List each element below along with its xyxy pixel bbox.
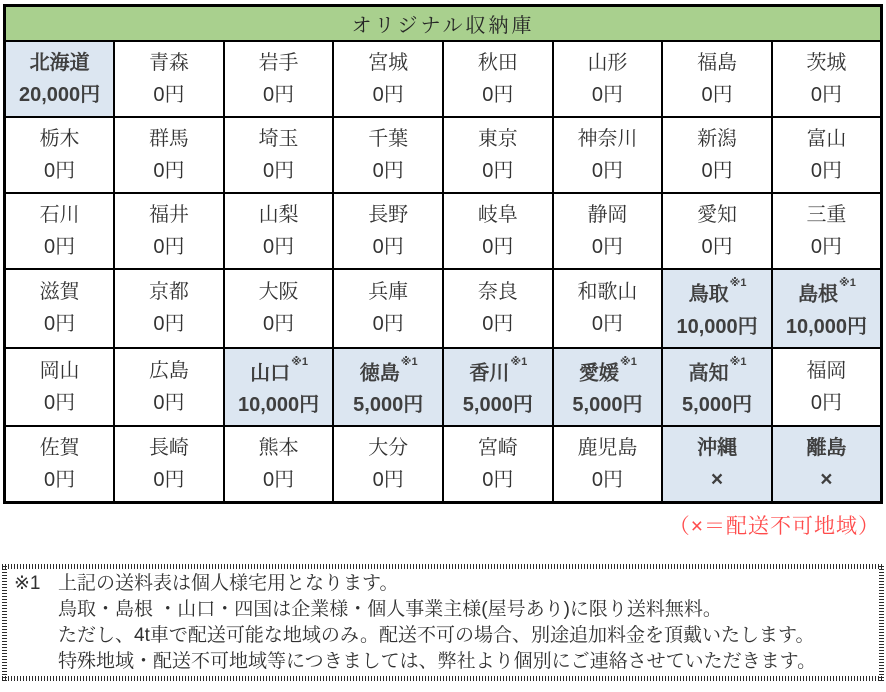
prefecture-name: 福岡 (806, 359, 847, 382)
shipping-price: 0円 (591, 160, 623, 182)
prefecture-cell (114, 426, 224, 503)
prefecture-cell (772, 117, 882, 193)
shipping-price: 0円 (263, 313, 295, 336)
shipping-price: 5,000円 (572, 394, 643, 417)
prefecture-cell (114, 41, 224, 117)
prefecture-cell (553, 269, 663, 348)
prefecture-cell (5, 426, 115, 503)
prefecture-cell (772, 426, 882, 503)
prefecture-cell (553, 41, 663, 117)
prefecture-name: 香川$^{※1}$ (469, 355, 528, 385)
prefecture-cell (224, 348, 334, 427)
prefecture-cell (443, 41, 553, 117)
shipping-price: 0円 (810, 160, 842, 182)
prefecture-name: 山口$^{※1}$ (250, 355, 308, 385)
shipping-price: 0円 (591, 313, 623, 336)
shipping-price: 0円 (263, 84, 295, 106)
shipping-price: 0円 (153, 236, 185, 258)
prefecture-name: 福島 (697, 52, 738, 74)
prefecture-cell (5, 117, 115, 193)
shipping-price: 0円 (44, 236, 76, 258)
shipping-price: 0円 (591, 469, 623, 492)
prefecture-name: 徳島$^{※1}$ (359, 355, 418, 385)
footnote-ref-mark: ※1 (729, 277, 747, 289)
prefecture-name: 茨城 (806, 52, 847, 74)
prefecture-cell (333, 426, 443, 503)
prefecture-cell (224, 117, 334, 193)
footnote-box (2, 564, 884, 681)
prefecture-cell (224, 269, 334, 348)
prefecture-name: 新潟 (697, 128, 738, 150)
shipping-price: 10,000円 (785, 315, 868, 338)
footnote-line (14, 571, 872, 597)
shipping-fee-page (0, 4, 886, 692)
table-row (5, 41, 882, 117)
prefecture-cell (772, 269, 882, 348)
prefecture-cell (333, 348, 443, 427)
prefecture-name: 埼玉 (258, 128, 299, 150)
shipping-price: 20,000円 (18, 84, 101, 106)
footnote-ref-mark: ※1 (839, 277, 856, 289)
shipping-price: 0円 (482, 469, 514, 492)
footnote-ref-mark: ※1 (620, 355, 637, 368)
prefecture-cell (662, 41, 772, 117)
prefecture-name: 栃木 (39, 128, 80, 150)
prefecture-cell (662, 348, 772, 427)
prefecture-cell (333, 193, 443, 269)
shipping-price: 5,000円 (353, 394, 424, 417)
prefecture-name: 三重 (806, 204, 847, 226)
prefecture-name: 静岡 (587, 204, 628, 226)
prefecture-name: 宮崎 (477, 437, 518, 460)
shipping-price: 0円 (372, 84, 404, 106)
prefecture-name: 山梨 (258, 204, 299, 226)
prefecture-name: 鳥取$^{※1}$ (688, 277, 747, 306)
prefecture-cell (224, 426, 334, 503)
shipping-price: 0円 (482, 313, 514, 336)
prefecture-name: 岡山 (39, 359, 80, 382)
prefecture-name: 長崎 (148, 437, 189, 460)
shipping-price: 0円 (701, 236, 733, 258)
prefecture-name: 鹿児島 (577, 437, 638, 460)
shipping-price: 0円 (263, 236, 295, 258)
prefecture-name: 青森 (148, 52, 189, 74)
prefecture-name: 熊本 (258, 437, 299, 460)
prefecture-cell (114, 193, 224, 269)
shipping-price: 0円 (44, 391, 76, 414)
prefecture-name: 滋賀 (39, 281, 80, 304)
prefecture-name: 愛知 (697, 204, 738, 226)
prefecture-name: 山形 (587, 52, 628, 74)
shipping-fee-table (3, 4, 883, 504)
shipping-price: 0円 (591, 84, 623, 106)
prefecture-name: 佐賀 (39, 437, 80, 460)
prefecture-cell (333, 269, 443, 348)
shipping-price: 0円 (810, 84, 842, 106)
unavailable-mark: × (710, 468, 724, 492)
prefecture-cell (553, 426, 663, 503)
shipping-price: 10,000円 (237, 394, 320, 417)
prefecture-name: 奈良 (477, 281, 518, 304)
shipping-price: 0円 (153, 160, 185, 182)
shipping-price: 10,000円 (676, 315, 758, 338)
prefecture-cell (224, 193, 334, 269)
prefecture-cell (5, 193, 115, 269)
prefecture-name: 愛媛$^{※1}$ (579, 355, 637, 385)
footnote-ref-mark: ※1 (729, 355, 747, 368)
prefecture-name: 和歌山 (577, 281, 638, 304)
prefecture-cell (443, 348, 553, 427)
prefecture-cell (662, 426, 772, 503)
shipping-price: 0円 (482, 84, 514, 106)
shipping-price: 5,000円 (682, 394, 753, 417)
prefecture-name: 京都 (148, 281, 189, 304)
prefecture-name: 北海道 (29, 52, 90, 74)
title-row (5, 6, 882, 42)
prefecture-cell (5, 41, 115, 117)
footnote-text-2: 鳥取・島根 ・山口・四国は企業様・個人事業主様(屋号あり)に限り送料無料。 (58, 599, 722, 621)
prefecture-cell (553, 193, 663, 269)
prefecture-name: 兵庫 (368, 281, 409, 304)
table-row (5, 426, 882, 503)
prefecture-name: 離島 (806, 437, 847, 460)
footnote-marker: ※1 (14, 573, 41, 595)
shipping-price: 0円 (810, 391, 842, 414)
shipping-price: 0円 (153, 469, 185, 492)
shipping-price: 0円 (701, 84, 733, 106)
footnote-ref-mark: ※1 (400, 355, 418, 368)
table-row (5, 269, 882, 348)
prefecture-name: 東京 (477, 128, 518, 150)
shipping-price: 0円 (153, 313, 185, 336)
shipping-price: 0円 (372, 236, 404, 258)
shipping-price: 0円 (44, 313, 76, 336)
prefecture-name: 千葉 (368, 128, 409, 150)
table-row (5, 348, 882, 427)
shipping-price: 0円 (372, 469, 404, 492)
prefecture-cell (553, 117, 663, 193)
shipping-price: 0円 (263, 469, 295, 492)
prefecture-name: 沖縄 (697, 437, 738, 460)
prefecture-name: 島根$^{※1}$ (798, 277, 856, 306)
prefecture-name: 岐阜 (477, 204, 518, 226)
prefecture-name: 群馬 (148, 128, 189, 150)
prefecture-name: 高知$^{※1}$ (688, 355, 747, 385)
prefecture-name: 福井 (148, 204, 189, 226)
prefecture-cell (114, 269, 224, 348)
shipping-price: 0円 (153, 84, 185, 106)
prefecture-cell (224, 41, 334, 117)
shipping-price: 0円 (701, 160, 733, 182)
prefecture-name: 岩手 (258, 52, 299, 74)
prefecture-cell (772, 41, 882, 117)
prefecture-name: 大分 (368, 437, 409, 460)
table-row (5, 193, 882, 269)
prefecture-name: 神奈川 (577, 128, 638, 150)
shipping-price: 0円 (482, 236, 514, 258)
shipping-price: 0円 (810, 236, 842, 258)
footnote-text-3: ただし、4t車で配送可能な地域のみ。配送不可の場合、別途追加料金を頂戴いたします。 (58, 625, 815, 647)
prefecture-name: 秋田 (477, 52, 518, 74)
shipping-price: 0円 (372, 160, 404, 182)
fee-table-body (5, 41, 882, 503)
shipping-price: 0円 (153, 391, 185, 414)
shipping-price: 0円 (482, 160, 514, 182)
footnote-ref-mark: ※1 (291, 355, 308, 368)
shipping-price: 5,000円 (462, 394, 533, 417)
shipping-price: 0円 (372, 313, 404, 336)
prefecture-name: 宮城 (368, 52, 409, 74)
prefecture-cell (5, 269, 115, 348)
prefecture-name: 広島 (148, 359, 189, 382)
prefecture-cell (553, 348, 663, 427)
shipping-price: 0円 (44, 469, 76, 492)
footnote-text-1: 上記の送料表は個人様宅用となります。 (58, 573, 399, 595)
prefecture-cell (114, 348, 224, 427)
prefecture-cell (443, 426, 553, 503)
prefecture-cell (662, 117, 772, 193)
prefecture-cell (662, 193, 772, 269)
prefecture-cell (443, 117, 553, 193)
prefecture-cell (443, 193, 553, 269)
prefecture-cell (443, 269, 553, 348)
prefecture-name: 富山 (806, 128, 847, 150)
prefecture-cell (772, 193, 882, 269)
prefecture-cell (772, 348, 882, 427)
prefecture-name: 大阪 (258, 281, 299, 304)
prefecture-cell (5, 348, 115, 427)
shipping-price: 0円 (44, 160, 76, 182)
prefecture-cell (333, 41, 443, 117)
shipping-price: 0円 (591, 236, 623, 258)
prefecture-cell (333, 117, 443, 193)
table-row (5, 117, 882, 193)
prefecture-name: 石川 (39, 204, 80, 226)
unavailable-mark: × (820, 468, 833, 492)
table-title: オリジナル収納庫 (5, 6, 882, 42)
prefecture-cell (662, 269, 772, 348)
shipping-price: 0円 (263, 160, 295, 182)
footnote-text-4: 特殊地域・配送不可地域等につきましては、弊社より個別にご連絡させていただきます。 (58, 651, 817, 673)
prefecture-name: 長野 (368, 204, 409, 226)
prefecture-cell (114, 117, 224, 193)
unavailable-legend: （×＝配送不可地域） (668, 515, 880, 539)
footnote-ref-mark: ※1 (510, 355, 528, 368)
